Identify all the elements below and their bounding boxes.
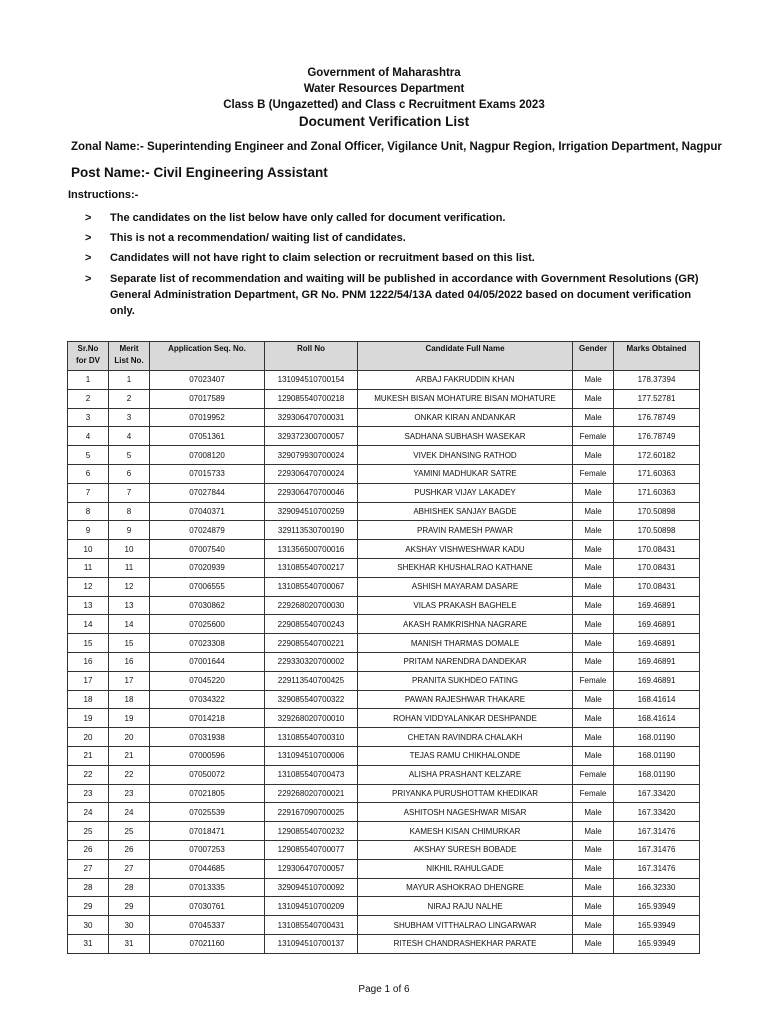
cell-application-seq-no: 07021160 (150, 934, 265, 953)
cell-gender: Male (573, 652, 614, 671)
cell-roll-no: 131085540700310 (265, 728, 358, 747)
cell-candidate-name: VILAS PRAKASH BAGHELE (358, 596, 573, 615)
cell-sr-no: 1 (68, 371, 109, 390)
cell-application-seq-no: 07007253 (150, 840, 265, 859)
cell-sr-no: 15 (68, 634, 109, 653)
cell-candidate-name: PRANITA SUKHDEO FATING (358, 671, 573, 690)
cell-sr-no: 28 (68, 878, 109, 897)
cell-sr-no: 21 (68, 746, 109, 765)
table-row (68, 577, 700, 596)
cell-gender: Male (573, 859, 614, 878)
cell-gender: Male (573, 389, 614, 408)
cell-marks: 167.33420 (614, 803, 700, 822)
table-row (68, 540, 700, 559)
table-row (68, 746, 700, 765)
header-exam: Class B (Ungazetted) and Class c Recruitment Exams 2023 (223, 99, 545, 111)
cell-roll-no: 131094510700154 (265, 371, 358, 390)
cell-roll-no: 131094510700137 (265, 934, 358, 953)
cell-marks: 169.46891 (614, 596, 700, 615)
bullet-arrow-icon: > (85, 252, 92, 264)
table-row (68, 521, 700, 540)
cell-sr-no: 22 (68, 765, 109, 784)
cell-candidate-name: ALISHA PRASHANT KELZARE (358, 765, 573, 784)
table-row (68, 859, 700, 878)
cell-roll-no: 229306470700046 (265, 483, 358, 502)
cell-gender: Female (573, 427, 614, 446)
cell-merit-no: 10 (109, 540, 150, 559)
cell-candidate-name: VIVEK DHANSING RATHOD (358, 446, 573, 465)
verification-table (67, 341, 700, 954)
cell-marks: 169.46891 (614, 671, 700, 690)
cell-roll-no: 329113530700190 (265, 521, 358, 540)
cell-gender: Male (573, 371, 614, 390)
document-title: Document Verification List (298, 114, 470, 129)
cell-gender: Male (573, 690, 614, 709)
cell-gender: Female (573, 464, 614, 483)
cell-roll-no: 131094510700006 (265, 746, 358, 765)
cell-gender: Male (573, 446, 614, 465)
table-row (68, 690, 700, 709)
cell-marks: 165.93949 (614, 897, 700, 916)
cell-gender: Male (573, 558, 614, 577)
cell-candidate-name: PRAVIN RAMESH PAWAR (358, 521, 573, 540)
cell-candidate-name: KAMESH KISAN CHIMURKAR (358, 822, 573, 841)
cell-application-seq-no: 07040371 (150, 502, 265, 521)
table-row (68, 371, 700, 390)
table-row (68, 483, 700, 502)
table-row (68, 408, 700, 427)
cell-roll-no: 229306470700024 (265, 464, 358, 483)
cell-roll-no: 229330320700002 (265, 652, 358, 671)
cell-marks: 170.50898 (614, 521, 700, 540)
cell-gender: Male (573, 577, 614, 596)
cell-roll-no: 329079930700024 (265, 446, 358, 465)
cell-merit-no: 24 (109, 803, 150, 822)
cell-sr-no: 23 (68, 784, 109, 803)
cell-application-seq-no: 07025600 (150, 615, 265, 634)
cell-sr-no: 3 (68, 408, 109, 427)
cell-sr-no: 31 (68, 934, 109, 953)
cell-sr-no: 20 (68, 728, 109, 747)
cell-sr-no: 6 (68, 464, 109, 483)
cell-merit-no: 31 (109, 934, 150, 953)
cell-merit-no: 8 (109, 502, 150, 521)
cell-marks: 176.78749 (614, 427, 700, 446)
cell-candidate-name: YAMINI MADHUKAR SATRE (358, 464, 573, 483)
cell-application-seq-no: 07044685 (150, 859, 265, 878)
cell-application-seq-no: 07034322 (150, 690, 265, 709)
cell-marks: 167.31476 (614, 840, 700, 859)
header-roll-no: Roll No (265, 342, 358, 371)
cell-candidate-name: AKASH RAMKRISHNA NAGRARE (358, 615, 573, 634)
cell-marks: 170.08431 (614, 558, 700, 577)
cell-gender: Male (573, 934, 614, 953)
header-candidate-name: Candidate Full Name (358, 342, 573, 371)
cell-candidate-name: CHETAN RAVINDRA CHALAKH (358, 728, 573, 747)
cell-marks: 168.01190 (614, 765, 700, 784)
cell-merit-no: 29 (109, 897, 150, 916)
cell-application-seq-no: 07027844 (150, 483, 265, 502)
cell-merit-no: 23 (109, 784, 150, 803)
cell-merit-no: 27 (109, 859, 150, 878)
cell-merit-no: 19 (109, 709, 150, 728)
cell-merit-no: 14 (109, 615, 150, 634)
instruction-text: Candidates will not have right to claim selection or recruitment based on this list. (110, 252, 535, 264)
bullet-arrow-icon: > (85, 232, 92, 244)
cell-application-seq-no: 07020939 (150, 558, 265, 577)
cell-sr-no: 10 (68, 540, 109, 559)
cell-application-seq-no: 07007540 (150, 540, 265, 559)
header-application-seq-no: Application Seq. No. (150, 342, 265, 371)
cell-marks: 172.60182 (614, 446, 700, 465)
cell-application-seq-no: 07025539 (150, 803, 265, 822)
cell-candidate-name: AKSHAY VISHWESHWAR KADU (358, 540, 573, 559)
cell-sr-no: 30 (68, 916, 109, 935)
cell-gender: Male (573, 840, 614, 859)
cell-application-seq-no: 07051361 (150, 427, 265, 446)
table-row (68, 765, 700, 784)
table-row (68, 446, 700, 465)
table-row (68, 634, 700, 653)
instruction-text: This is not a recommendation/ waiting list of candidates. (110, 232, 406, 244)
cell-marks: 178.37394 (614, 371, 700, 390)
cell-sr-no: 16 (68, 652, 109, 671)
bullet-arrow-icon: > (85, 273, 92, 285)
page-number: Page 1 of 6 (358, 984, 410, 995)
cell-roll-no: 131085540700473 (265, 765, 358, 784)
table-row (68, 671, 700, 690)
cell-gender: Male (573, 728, 614, 747)
cell-application-seq-no: 07001644 (150, 652, 265, 671)
table-row (68, 615, 700, 634)
cell-sr-no: 13 (68, 596, 109, 615)
cell-application-seq-no: 07021805 (150, 784, 265, 803)
cell-marks: 177.52781 (614, 389, 700, 408)
cell-gender: Male (573, 540, 614, 559)
header-marks-obtained: Marks Obtained (614, 342, 700, 371)
cell-merit-no: 12 (109, 577, 150, 596)
cell-marks: 170.08431 (614, 540, 700, 559)
cell-sr-no: 19 (68, 709, 109, 728)
cell-marks: 167.31476 (614, 822, 700, 841)
cell-sr-no: 14 (68, 615, 109, 634)
cell-gender: Male (573, 502, 614, 521)
cell-candidate-name: SADHANA SUBHASH WASEKAR (358, 427, 573, 446)
cell-candidate-name: ROHAN VIDDYALANKAR DESHPANDE (358, 709, 573, 728)
cell-application-seq-no: 07023308 (150, 634, 265, 653)
table-row (68, 934, 700, 953)
cell-application-seq-no: 07030862 (150, 596, 265, 615)
cell-gender: Female (573, 765, 614, 784)
cell-gender: Male (573, 483, 614, 502)
cell-sr-no: 4 (68, 427, 109, 446)
cell-application-seq-no: 07008120 (150, 446, 265, 465)
cell-sr-no: 25 (68, 822, 109, 841)
cell-roll-no: 229113540700425 (265, 671, 358, 690)
cell-merit-no: 20 (109, 728, 150, 747)
cell-gender: Male (573, 878, 614, 897)
cell-application-seq-no: 07045337 (150, 916, 265, 935)
cell-sr-no: 17 (68, 671, 109, 690)
cell-marks: 170.08431 (614, 577, 700, 596)
cell-merit-no: 21 (109, 746, 150, 765)
cell-marks: 171.60363 (614, 464, 700, 483)
cell-marks: 176.78749 (614, 408, 700, 427)
cell-sr-no: 2 (68, 389, 109, 408)
cell-roll-no: 329094510700259 (265, 502, 358, 521)
cell-roll-no: 229085540700221 (265, 634, 358, 653)
cell-sr-no: 27 (68, 859, 109, 878)
cell-merit-no: 22 (109, 765, 150, 784)
cell-roll-no: 329306470700031 (265, 408, 358, 427)
table-row (68, 389, 700, 408)
cell-candidate-name: MUKESH BISAN MOHATURE BISAN MOHATURE (358, 389, 573, 408)
table-row (68, 803, 700, 822)
cell-merit-no: 1 (109, 371, 150, 390)
cell-gender: Male (573, 897, 614, 916)
cell-candidate-name: SHUBHAM VITTHALRAO LINGARWAR (358, 916, 573, 935)
cell-gender: Male (573, 746, 614, 765)
cell-merit-no: 4 (109, 427, 150, 446)
cell-application-seq-no: 07045220 (150, 671, 265, 690)
instruction-text: Separate list of recommendation and waiting will be published in accordance with Government Resolutions (GR) General Administration Department, GR No. PNM 1222/54/13A dated 04/05/2022 based on document verification only. (110, 273, 699, 317)
cell-sr-no: 29 (68, 897, 109, 916)
header-merit-list-no: Merit List No. (109, 342, 150, 371)
table-body (68, 371, 700, 954)
cell-candidate-name: NIKHIL RAHULGADE (358, 859, 573, 878)
cell-candidate-name: RITESH CHANDRASHEKHAR PARATE (358, 934, 573, 953)
cell-candidate-name: NIRAJ RAJU NALHE (358, 897, 573, 916)
cell-merit-no: 11 (109, 558, 150, 577)
zonal-name: Zonal Name:- Superintending Engineer and Zonal Officer, Vigilance Unit, Nagpur Region, Irrigation Department, Nagpur (71, 141, 722, 153)
cell-roll-no: 229085540700243 (265, 615, 358, 634)
cell-sr-no: 5 (68, 446, 109, 465)
cell-roll-no: 229268020700021 (265, 784, 358, 803)
header-government: Government of Maharashtra (307, 67, 461, 79)
cell-roll-no: 131094510700209 (265, 897, 358, 916)
instruction-text: The candidates on the list below have only called for document verification. (110, 212, 506, 224)
cell-gender: Male (573, 634, 614, 653)
cell-marks: 169.46891 (614, 615, 700, 634)
table-row (68, 784, 700, 803)
cell-roll-no: 329268020700010 (265, 709, 358, 728)
cell-roll-no: 229167090700025 (265, 803, 358, 822)
cell-sr-no: 11 (68, 558, 109, 577)
cell-marks: 168.41614 (614, 690, 700, 709)
table-row (68, 596, 700, 615)
bullet-arrow-icon: > (85, 212, 92, 224)
cell-gender: Female (573, 784, 614, 803)
cell-application-seq-no: 07018471 (150, 822, 265, 841)
cell-application-seq-no: 07050072 (150, 765, 265, 784)
cell-marks: 168.01190 (614, 746, 700, 765)
cell-marks: 169.46891 (614, 634, 700, 653)
cell-roll-no: 329094510700092 (265, 878, 358, 897)
cell-merit-no: 28 (109, 878, 150, 897)
table-row (68, 427, 700, 446)
cell-application-seq-no: 07014218 (150, 709, 265, 728)
cell-application-seq-no: 07006555 (150, 577, 265, 596)
cell-gender: Male (573, 709, 614, 728)
cell-candidate-name: ARBAJ FAKRUDDIN KHAN (358, 371, 573, 390)
cell-roll-no: 329085540700322 (265, 690, 358, 709)
cell-candidate-name: ONKAR KIRAN ANDANKAR (358, 408, 573, 427)
cell-marks: 170.50898 (614, 502, 700, 521)
cell-candidate-name: ABHISHEK SANJAY BAGDE (358, 502, 573, 521)
cell-roll-no: 131085540700431 (265, 916, 358, 935)
table-row (68, 897, 700, 916)
header-sr-no: Sr.No for DV (68, 342, 109, 371)
cell-application-seq-no: 07024879 (150, 521, 265, 540)
cell-marks: 167.33420 (614, 784, 700, 803)
cell-gender: Male (573, 822, 614, 841)
cell-gender: Male (573, 521, 614, 540)
cell-roll-no: 329372300700057 (265, 427, 358, 446)
table-row (68, 464, 700, 483)
table-row (68, 502, 700, 521)
cell-roll-no: 129306470700057 (265, 859, 358, 878)
cell-marks: 168.41614 (614, 709, 700, 728)
cell-roll-no: 129085540700232 (265, 822, 358, 841)
cell-merit-no: 7 (109, 483, 150, 502)
cell-gender: Male (573, 596, 614, 615)
cell-merit-no: 30 (109, 916, 150, 935)
table-row (68, 728, 700, 747)
table-header-row (68, 342, 700, 371)
cell-gender: Male (573, 916, 614, 935)
table-row (68, 558, 700, 577)
cell-marks: 166.32330 (614, 878, 700, 897)
cell-sr-no: 8 (68, 502, 109, 521)
cell-roll-no: 129085540700218 (265, 389, 358, 408)
table-row (68, 916, 700, 935)
cell-candidate-name: TEJAS RAMU CHIKHALONDE (358, 746, 573, 765)
cell-candidate-name: MANISH THARMAS DOMALE (358, 634, 573, 653)
table-row (68, 652, 700, 671)
cell-application-seq-no: 07013335 (150, 878, 265, 897)
cell-application-seq-no: 07017589 (150, 389, 265, 408)
table-row (68, 878, 700, 897)
cell-marks: 169.46891 (614, 652, 700, 671)
cell-marks: 165.93949 (614, 916, 700, 935)
cell-candidate-name: AKSHAY SURESH BOBADE (358, 840, 573, 859)
cell-application-seq-no: 07015733 (150, 464, 265, 483)
cell-merit-no: 6 (109, 464, 150, 483)
table-row (68, 840, 700, 859)
cell-candidate-name: PUSHKAR VIJAY LAKADEY (358, 483, 573, 502)
cell-merit-no: 15 (109, 634, 150, 653)
cell-gender: Male (573, 615, 614, 634)
cell-marks: 167.31476 (614, 859, 700, 878)
header-department: Water Resources Department (303, 83, 465, 95)
cell-merit-no: 9 (109, 521, 150, 540)
cell-gender: Male (573, 803, 614, 822)
post-name: Post Name:- Civil Engineering Assistant (71, 165, 328, 180)
header-gender: Gender (573, 342, 614, 371)
cell-merit-no: 5 (109, 446, 150, 465)
cell-sr-no: 7 (68, 483, 109, 502)
cell-marks: 165.93949 (614, 934, 700, 953)
cell-sr-no: 12 (68, 577, 109, 596)
instructions-title: Instructions:- (68, 189, 139, 201)
cell-sr-no: 24 (68, 803, 109, 822)
cell-merit-no: 25 (109, 822, 150, 841)
cell-marks: 171.60363 (614, 483, 700, 502)
cell-sr-no: 26 (68, 840, 109, 859)
cell-application-seq-no: 07030761 (150, 897, 265, 916)
cell-candidate-name: PRITAM NARENDRA DANDEKAR (358, 652, 573, 671)
cell-roll-no: 131356500700016 (265, 540, 358, 559)
table-row (68, 709, 700, 728)
cell-gender: Male (573, 408, 614, 427)
cell-candidate-name: PRIYANKA PURUSHOTTAM KHEDIKAR (358, 784, 573, 803)
cell-marks: 168.01190 (614, 728, 700, 747)
cell-application-seq-no: 07000596 (150, 746, 265, 765)
cell-application-seq-no: 07031938 (150, 728, 265, 747)
cell-roll-no: 229268020700030 (265, 596, 358, 615)
cell-candidate-name: MAYUR ASHOKRAO DHENGRE (358, 878, 573, 897)
cell-application-seq-no: 07023407 (150, 371, 265, 390)
cell-sr-no: 9 (68, 521, 109, 540)
cell-sr-no: 18 (68, 690, 109, 709)
cell-merit-no: 18 (109, 690, 150, 709)
cell-merit-no: 17 (109, 671, 150, 690)
cell-merit-no: 3 (109, 408, 150, 427)
table-row (68, 822, 700, 841)
cell-merit-no: 2 (109, 389, 150, 408)
cell-application-seq-no: 07019952 (150, 408, 265, 427)
cell-roll-no: 131085540700217 (265, 558, 358, 577)
cell-merit-no: 26 (109, 840, 150, 859)
cell-roll-no: 131085540700067 (265, 577, 358, 596)
cell-candidate-name: PAWAN RAJESHWAR THAKARE (358, 690, 573, 709)
cell-gender: Female (573, 671, 614, 690)
cell-roll-no: 129085540700077 (265, 840, 358, 859)
cell-merit-no: 16 (109, 652, 150, 671)
cell-candidate-name: ASHISH MAYARAM DASARE (358, 577, 573, 596)
cell-candidate-name: SHEKHAR KHUSHALRAO KATHANE (358, 558, 573, 577)
cell-candidate-name: ASHITOSH NAGESHWAR MISAR (358, 803, 573, 822)
cell-merit-no: 13 (109, 596, 150, 615)
